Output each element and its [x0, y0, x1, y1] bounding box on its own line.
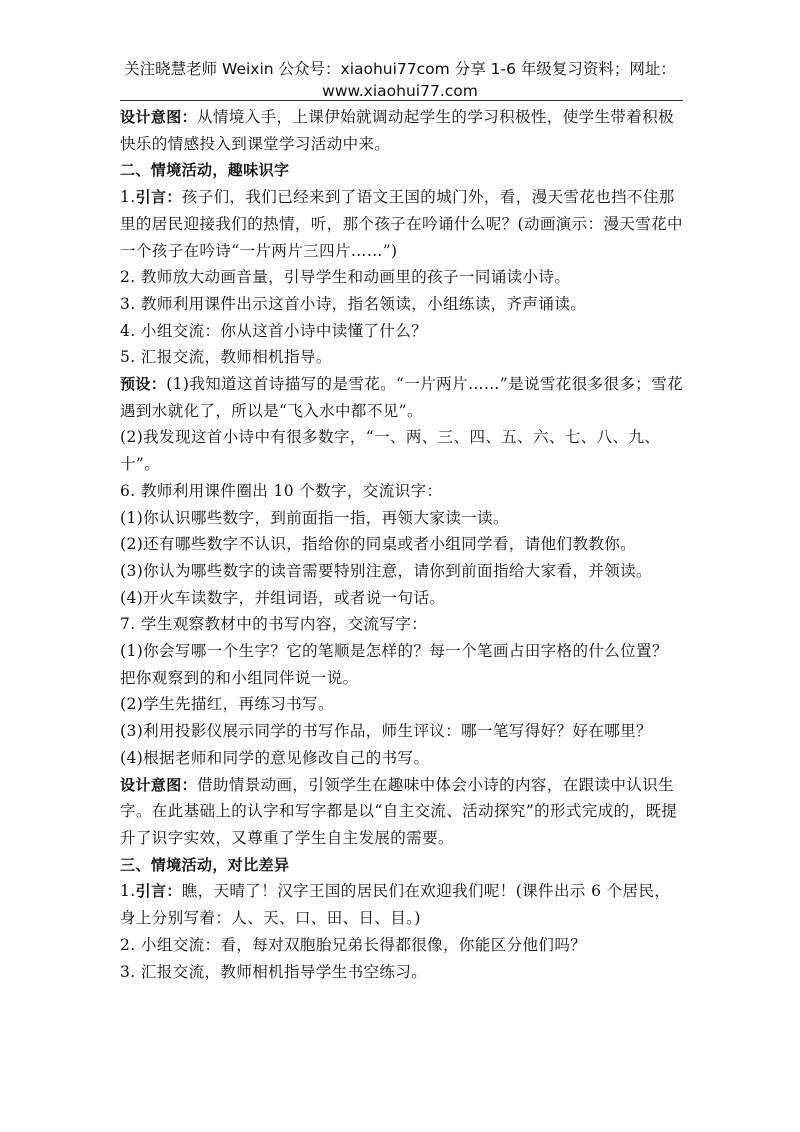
design-intent-text: 借助情景动画，引领学生在趣味中体会小诗的内容，在跟读中认识生字。在此基础上的认字和写字都是以“自主交流、活动探究”的形式完成的，既提升了识字实效，又尊重了学生自主发展的需要。: [120, 775, 678, 847]
header-line-1: 关注晓慧老师 Weixin 公众号：xiaohui77com 分享 1-6 年级复习资料；网址：: [124, 60, 676, 78]
step-number: 1.: [120, 188, 136, 207]
document-body: [120, 104, 683, 985]
step-1: [120, 184, 683, 264]
step-7: 7. 学生观察教材中的书写内容，交流写字：: [120, 615, 428, 634]
step-7-item-1: (1)你会写哪一个生字？它的笔顺是怎样的？每一个笔画占田字格的什么位置？把你观察到的和小组同伴说一说。: [120, 642, 668, 687]
step-7-item-2: (2)学生先描红，再练习书写。: [120, 695, 334, 714]
step-7-item-4: (4)根据老师和同学的意见修改自己的书写。: [120, 748, 430, 767]
section-heading-2: 二、情境活动，趣味识字: [120, 161, 290, 180]
preset-2: (2)我发现这首小诗中有很多数字，“一、两、三、四、五、六、七、八、九、十”。: [120, 428, 661, 474]
section-heading-3: 三、情境活动，对比差异: [120, 855, 290, 874]
header-divider: [120, 100, 683, 101]
section-3-step-2: 2. 小组交流：看，每对双胞胎兄弟长得都很像，你能区分他们吗？: [120, 935, 587, 954]
step-1-text: 孩子们，我们已经来到了语文王国的城门外，看，漫天雪花也挡不住那里的居民迎接我们的热情，听，那个孩子在吟诵什么呢？(动画演示：漫天雪花中一个孩子在吟诗“一片两片三四片……”): [120, 188, 683, 260]
design-intent-paragraph-1: [120, 104, 683, 157]
design-intent-paragraph-2: [120, 772, 683, 852]
design-intent-label: 设计意图：: [120, 108, 198, 126]
header-line-2: www.xiaohui77.com: [322, 82, 478, 100]
preset-1-text: (1)我知道这首诗描写的是雪花。“一片两片……”是说雪花很多很多；雪花遇到水就化了，所以是“飞入水中都不见”。: [120, 375, 684, 420]
step-6: 6. 教师利用课件圈出 10 个数字，交流识字：: [120, 481, 443, 500]
step-number: 1.: [120, 882, 136, 901]
step-7-item-3: (3)利用投影仪展示同学的书写作品，师生评议：哪一笔写得好？好在哪里？: [120, 722, 652, 741]
design-intent-text: 从情境入手，上课伊始就调动起学生的学习积极性，使学生带着积极快乐的情感投入到课堂学习活动中来。: [120, 108, 675, 153]
page-header: [0, 58, 800, 102]
section-3-step-1: [120, 878, 683, 931]
intro-label: 引言：: [135, 188, 182, 207]
intro-label: 引言：: [135, 882, 182, 901]
step-5: 5. 汇报交流，教师相机指导。: [120, 348, 332, 367]
design-intent-label: 设计意图：: [120, 775, 198, 794]
step-4: 4. 小组交流：你从这首小诗中读懂了什么？: [120, 321, 428, 340]
section-3-step-3: 3. 汇报交流，教师相机指导学生书空练习。: [120, 962, 428, 981]
step-6-item-2: (2)还有哪些数字不认识，指给你的同桌或者小组同学看，请他们教教你。: [120, 535, 637, 554]
preset-label: 预设：: [120, 375, 167, 394]
step-6-item-4: (4)开火车读数字，并组词语，或者说一句话。: [120, 588, 446, 607]
step-6-item-1: (1)你认识哪些数字，到前面指一指，再领大家读一读。: [120, 508, 509, 527]
section-3-step-1-text: 瞧，天晴了！汉字王国的居民们在欢迎我们呢！(课件出示 6 个居民，身上分别写着：人、天、口、田、日、目。): [120, 882, 671, 928]
step-2: 2. 教师放大动画音量，引导学生和动画里的孩子一同诵读小诗。: [120, 268, 571, 287]
step-3: 3. 教师利用课件出示这首小诗，指名领读，小组练读，齐声诵读。: [120, 294, 587, 313]
step-6-item-3: (3)你认为哪些数字的读音需要特别注意，请你到前面指给大家看，并领读。: [120, 561, 652, 580]
preset-1: [120, 371, 683, 424]
